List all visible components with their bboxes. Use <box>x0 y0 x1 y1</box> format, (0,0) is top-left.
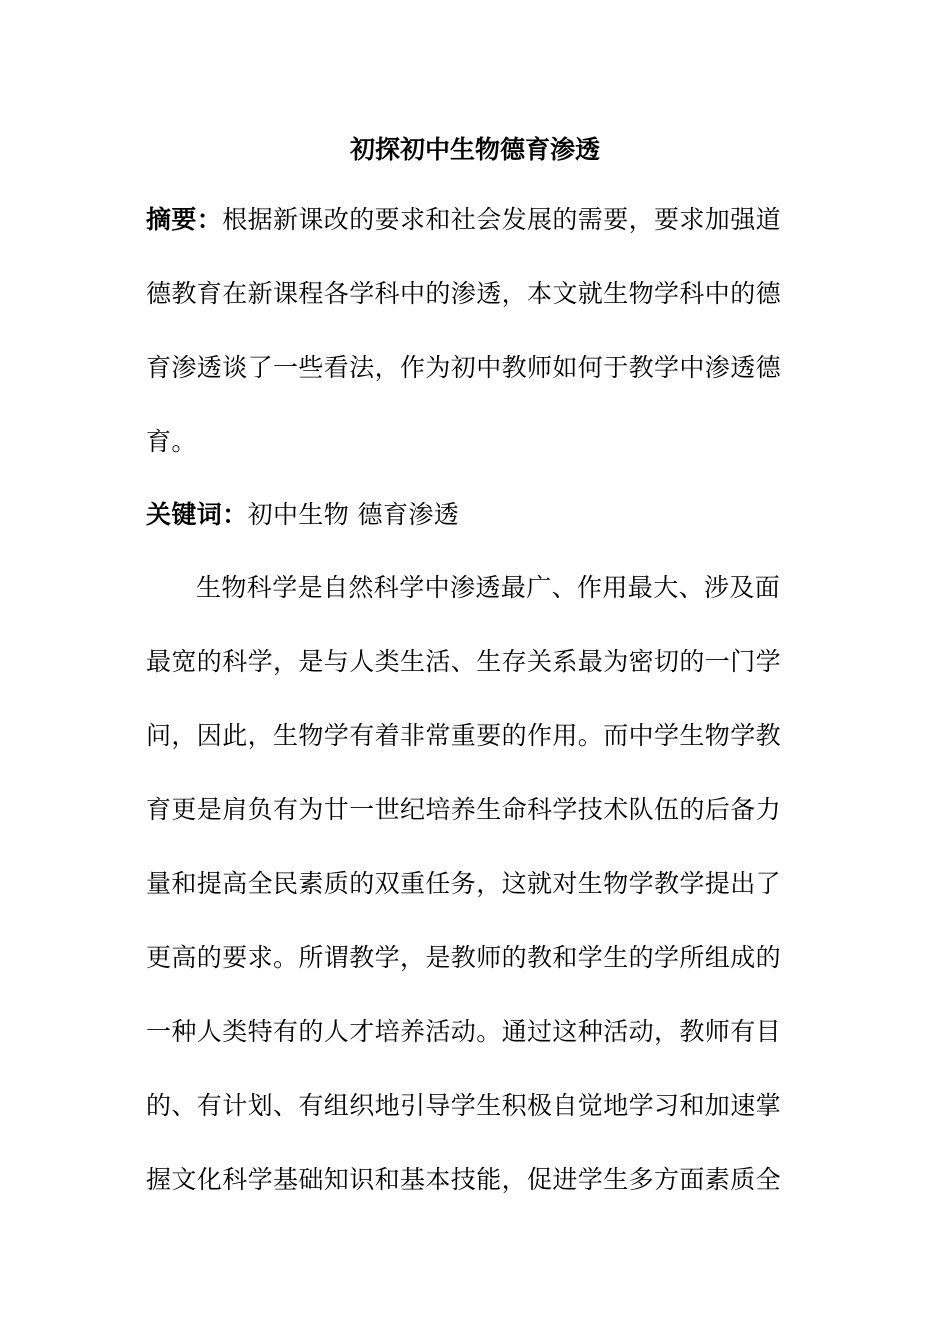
keywords-text: 初中生物 德育渗透 <box>247 500 460 529</box>
body-paragraph-line: 更高的要求。所谓教学，是教师的教和学生的学所组成的 <box>146 943 782 972</box>
body-paragraph-line: 握文化科学基础知识和基本技能，促进学生多方面素质全 <box>146 1165 782 1194</box>
keywords-line <box>146 493 826 537</box>
abstract-label: 摘要： <box>146 205 223 234</box>
body-paragraph-line: 育更是肩负有为廿一世纪培养生命科学技术队伍的后备力 <box>146 795 782 824</box>
abstract-line: 育渗透谈了一些看法，作为初中教师如何于教学中渗透德 <box>146 353 782 382</box>
body-paragraph-line: 量和提高全民素质的双重任务，这就对生物学教学提出了 <box>146 869 782 898</box>
abstract-line <box>146 198 826 242</box>
keywords-label: 关键词： <box>146 500 248 529</box>
body-paragraph-line: 生物科学是自然科学中渗透最广、作用最大、涉及面 <box>196 573 781 602</box>
abstract-line: 育。 <box>146 427 197 456</box>
body-paragraph-line: 最宽的科学，是与人类生活、生存关系最为密切的一门学 <box>146 647 782 676</box>
body-paragraph-line: 问，因此，生物学有着非常重要的作用。而中学生物学教 <box>146 721 782 750</box>
body-paragraph-line: 的、有计划、有组织地引导学生积极自觉地学习和加速掌 <box>146 1091 782 1120</box>
body-paragraph-line: 一种人类特有的人才培养活动。通过这种活动，教师有目 <box>146 1017 782 1046</box>
abstract-line: 德教育在新课程各学科中的渗透，本文就生物学科中的德 <box>146 279 782 308</box>
document-title: 初探初中生物德育渗透 <box>349 135 600 164</box>
abstract-text: 根据新课改的要求和社会发展的需要，要求加强道 <box>222 205 782 234</box>
